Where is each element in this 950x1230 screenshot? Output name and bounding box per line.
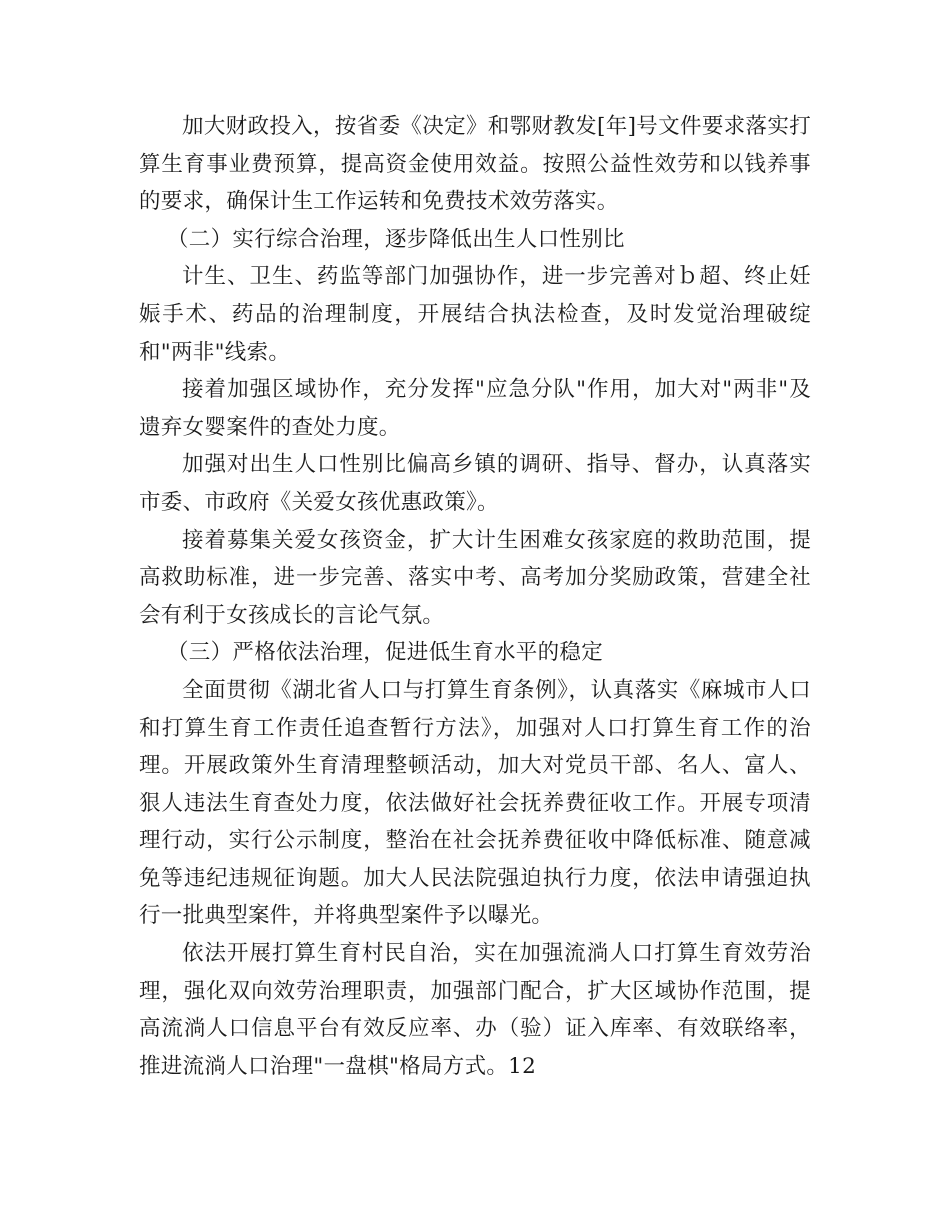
section-heading-3: （三）严格依法治理，促进低生育水平的稳定 <box>167 640 604 666</box>
paragraph-regional-cooperation: 接着加强区域协作，充分发挥"应急分队"作用，加大对"两非"及遗弃女婴案件的查处力度。 <box>139 377 811 440</box>
paragraph-law-enforcement: 全面贯彻《湖北省人口与打算生育条例》，认真落实《麻城市人口和打算生育工作责任追查暂行方法》，加强对人口打算生育工作的治理。开展政策外生育清理整顿活动，加大对党员干部、名人、富人、狠人违法生育查处力度，依法做好社会抚养费征收工作。开展专项清理行动，实行公示制度，整治在社会抚养费征收中降低标准、随意减免等违纪违规征询题。加大人民法院强迫执行力度，依法申请强迫执行一批典型案件，并将典型案件予以曝光。 <box>139 677 811 929</box>
paragraph-sex-ratio-towns: 加强对出生人口性别比偏高乡镇的调研、指导、督办，认真落实市委、市政府《关爱女孩优惠政策》。 <box>139 452 811 515</box>
paragraph-finance: 加大财政投入，按省委《决定》和鄂财教发[年]号文件要求落实打算生育事业费预算，提高资金使用效益。按照公益性效劳和以钱养事的要求，确保计生工作运转和免费技术效劳落实。 <box>139 114 811 215</box>
section-heading-2: （二）实行综合治理，逐步降低出生人口性别比 <box>167 226 625 252</box>
paragraph-coordination: 计生、卫生、药监等部门加强协作，进一步完善对ｂ超、终止妊娠手术、药品的治理制度，开展结合执法检查，及时发觉治理破绽和"两非"线索。 <box>139 264 811 365</box>
document-body <box>139 108 811 1085</box>
paragraph-girls-fund: 接着募集关爱女孩资金，扩大计生困难女孩家庭的救助范围，提高救助标准，进一步完善、落实中考、高考加分奖励政策，营建全社会有利于女孩成长的言论气氛。 <box>139 527 811 628</box>
paragraph-floating-population: 依法开展打算生育村民自治，实在加强流淌人口打算生育效劳治理，强化双向效劳治理职责，加强部门配合，扩大区域协作范围，提高流淌人口信息平台有效反应率、办（验）证入库率、有效联络率，推进流淌人口治理"一盘棋"格局方式。12 <box>139 941 811 1079</box>
